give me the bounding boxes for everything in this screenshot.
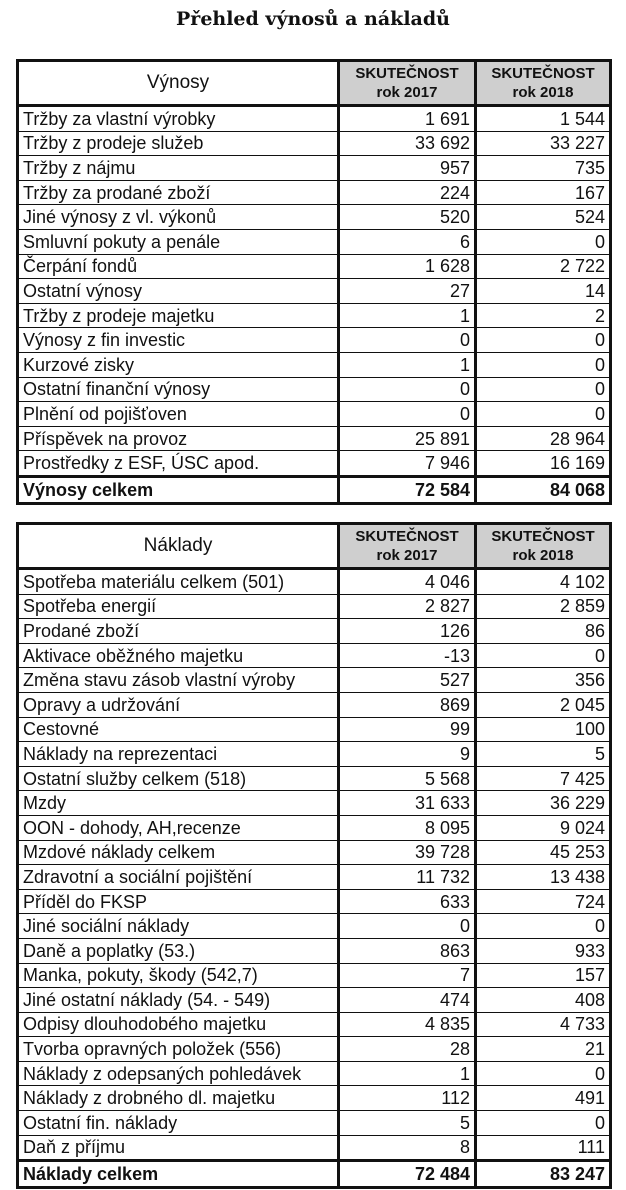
costs-row [18, 619, 611, 644]
costs-row-2017: 527 [339, 668, 476, 693]
costs-row-2018: 2 045 [476, 692, 611, 717]
revenues-row-label: Jiné výnosy z vl. výkonů [18, 205, 339, 230]
revenues-row-2017: 6 [339, 229, 476, 254]
costs-row-2018: 100 [476, 717, 611, 742]
revenues-row-2017: 7 946 [339, 451, 476, 477]
costs-row-label: Mzdové náklady celkem [18, 840, 339, 865]
revenues-row-2017: 1 691 [339, 106, 476, 132]
costs-row [18, 766, 611, 791]
costs-row-2017: 8 [339, 1135, 476, 1161]
revenues-row-label: Plnění od pojišťoven [18, 402, 339, 427]
costs-row-2018: 4 102 [476, 569, 611, 595]
costs-row-2017: 1 [339, 1061, 476, 1086]
revenues-row [18, 229, 611, 254]
costs-row-2017: 31 633 [339, 791, 476, 816]
costs-row-2018: 724 [476, 889, 611, 914]
costs-row-2017: 99 [339, 717, 476, 742]
costs-row [18, 1061, 611, 1086]
costs-row [18, 1012, 611, 1037]
costs-row-label: Aktivace oběžného majetku [18, 643, 339, 668]
costs-row-label: Opravy a udržování [18, 692, 339, 717]
costs-row-2017: 2 827 [339, 594, 476, 619]
costs-total-row [18, 1161, 611, 1188]
costs-row-2018: 4 733 [476, 1012, 611, 1037]
revenues-row-2017: 224 [339, 180, 476, 205]
revenues-row-2017: 1 [339, 352, 476, 377]
revenues-row [18, 426, 611, 451]
revenues-row [18, 180, 611, 205]
costs-row [18, 594, 611, 619]
costs-row-label: Příděl do FKSP [18, 889, 339, 914]
revenues-total-label: Výnosy celkem [18, 476, 339, 503]
revenues-row-label: Tržby z prodeje služeb [18, 131, 339, 156]
revenues-row [18, 254, 611, 279]
costs-row-2018: 157 [476, 963, 611, 988]
revenues-row-label: Ostatní výnosy [18, 279, 339, 304]
costs-row-label: OON - dohody, AH,recenze [18, 815, 339, 840]
revenues-row-2017: 520 [339, 205, 476, 230]
costs-row-2018: 491 [476, 1086, 611, 1111]
costs-row [18, 1111, 611, 1136]
costs-row-label: Jiné sociální náklady [18, 914, 339, 939]
costs-row [18, 815, 611, 840]
costs-table [16, 522, 612, 1189]
revenues-row-label: Smluvní pokuty a penále [18, 229, 339, 254]
revenues-row-2018: 735 [476, 156, 611, 181]
costs-row-2017: 11 732 [339, 865, 476, 890]
costs-row-label: Odpisy dlouhodobého majetku [18, 1012, 339, 1037]
costs-row-2018: 933 [476, 938, 611, 963]
costs-row [18, 1037, 611, 1062]
costs-row-label: Zdravotní a sociální pojištění [18, 865, 339, 890]
revenues-row-2018: 167 [476, 180, 611, 205]
costs-row [18, 963, 611, 988]
revenues-row [18, 402, 611, 427]
revenues-col-2018-line1: SKUTEČNOST [491, 65, 595, 82]
costs-row-label: Daně a poplatky (53.) [18, 938, 339, 963]
revenues-row-2018: 0 [476, 352, 611, 377]
revenues-row-2018: 1 544 [476, 106, 611, 132]
costs-row-2018: 2 859 [476, 594, 611, 619]
costs-row-2017: 474 [339, 988, 476, 1013]
revenues-row [18, 377, 611, 402]
costs-row [18, 1086, 611, 1111]
revenues-row-label: Výnosy z fin investic [18, 328, 339, 353]
revenues-col-2017 [339, 61, 476, 106]
revenues-row-2018: 14 [476, 279, 611, 304]
costs-row-label: Ostatní služby celkem (518) [18, 766, 339, 791]
costs-row-2017: 39 728 [339, 840, 476, 865]
costs-col-2018-line1: SKUTEČNOST [491, 528, 595, 545]
costs-col-2018-line2: rok 2018 [512, 547, 574, 564]
revenues-row-label: Prostředky z ESF, ÚSC apod. [18, 451, 339, 477]
costs-row-label: Manka, pokuty, škody (542,7) [18, 963, 339, 988]
revenues-row [18, 451, 611, 477]
costs-row [18, 938, 611, 963]
costs-row-2018: 7 425 [476, 766, 611, 791]
revenues-row-label: Tržby z prodeje majetku [18, 303, 339, 328]
costs-row [18, 840, 611, 865]
costs-row [18, 569, 611, 595]
revenues-col-2018-line2: rok 2018 [512, 84, 574, 101]
costs-row-2017: 4 835 [339, 1012, 476, 1037]
revenues-row [18, 279, 611, 304]
costs-row-label: Prodané zboží [18, 619, 339, 644]
revenues-row [18, 352, 611, 377]
costs-row [18, 1135, 611, 1161]
revenues-col-2018 [476, 61, 611, 106]
revenues-header: Výnosy [18, 61, 339, 106]
costs-row-label: Cestovné [18, 717, 339, 742]
revenues-row-2018: 0 [476, 229, 611, 254]
revenues-row-label: Tržby za vlastní výrobky [18, 106, 339, 132]
costs-row-2017: 7 [339, 963, 476, 988]
revenues-row-2018: 28 964 [476, 426, 611, 451]
revenues-row-2017: 957 [339, 156, 476, 181]
revenues-row [18, 131, 611, 156]
costs-row [18, 668, 611, 693]
costs-row-2018: 0 [476, 914, 611, 939]
costs-row-2017: 28 [339, 1037, 476, 1062]
costs-row [18, 889, 611, 914]
costs-row-label: Ostatní fin. náklady [18, 1111, 339, 1136]
revenues-row-2018: 0 [476, 402, 611, 427]
costs-row-label: Spotřeba energií [18, 594, 339, 619]
revenues-row [18, 106, 611, 132]
revenues-row-2018: 0 [476, 328, 611, 353]
costs-row [18, 742, 611, 767]
revenues-table [16, 59, 612, 505]
revenues-total-2017: 72 584 [339, 476, 476, 503]
costs-row-2017: 5 568 [339, 766, 476, 791]
costs-row [18, 988, 611, 1013]
revenues-row-label: Tržby z nájmu [18, 156, 339, 181]
costs-col-2018 [476, 524, 611, 569]
costs-row-2017: 126 [339, 619, 476, 644]
revenues-row [18, 303, 611, 328]
revenues-row-2017: 33 692 [339, 131, 476, 156]
revenues-row [18, 205, 611, 230]
revenues-row-2017: 0 [339, 402, 476, 427]
page-title: Přehled výnosů a nákladů [176, 8, 450, 30]
costs-col-2017-line2: rok 2017 [376, 547, 438, 564]
costs-row [18, 865, 611, 890]
revenues-row-2017: 0 [339, 377, 476, 402]
revenues-row-label: Ostatní finanční výnosy [18, 377, 339, 402]
revenues-row-2018: 16 169 [476, 451, 611, 477]
costs-row-label: Náklady na reprezentaci [18, 742, 339, 767]
revenues-total-row [18, 476, 611, 503]
costs-row-label: Změna stavu zásob vlastní výroby [18, 668, 339, 693]
costs-row-2018: 5 [476, 742, 611, 767]
revenues-row-label: Kurzové zisky [18, 352, 339, 377]
costs-row-2017: 9 [339, 742, 476, 767]
revenues-row-2017: 1 628 [339, 254, 476, 279]
revenues-total-2018: 84 068 [476, 476, 611, 503]
revenues-row-2018: 524 [476, 205, 611, 230]
revenues-row-label: Tržby za prodané zboží [18, 180, 339, 205]
costs-header-row [18, 524, 611, 569]
costs-row-2017: 0 [339, 914, 476, 939]
costs-row-2018: 111 [476, 1135, 611, 1161]
revenues-col-2017-line2: rok 2017 [376, 84, 438, 101]
revenues-header-row [18, 61, 611, 106]
revenues-col-2017-line1: SKUTEČNOST [355, 65, 459, 82]
revenues-row [18, 156, 611, 181]
costs-row-label: Tvorba opravných položek (556) [18, 1037, 339, 1062]
revenues-row-2018: 2 722 [476, 254, 611, 279]
revenues-row-2018: 0 [476, 377, 611, 402]
costs-col-2017-line1: SKUTEČNOST [355, 528, 459, 545]
costs-row-2018: 0 [476, 1111, 611, 1136]
costs-row-label: Jiné ostatní náklady (54. - 549) [18, 988, 339, 1013]
costs-row-2018: 36 229 [476, 791, 611, 816]
costs-row-2018: 0 [476, 643, 611, 668]
costs-row-2018: 86 [476, 619, 611, 644]
revenues-row [18, 328, 611, 353]
costs-row-2018: 9 024 [476, 815, 611, 840]
costs-row-label: Náklady z odepsaných pohledávek [18, 1061, 339, 1086]
costs-row-2018: 356 [476, 668, 611, 693]
costs-row-label: Mzdy [18, 791, 339, 816]
costs-row-2017: 869 [339, 692, 476, 717]
costs-col-2017 [339, 524, 476, 569]
revenues-row-2017: 0 [339, 328, 476, 353]
revenues-row-label: Příspěvek na provoz [18, 426, 339, 451]
costs-row-label: Náklady z drobného dl. majetku [18, 1086, 339, 1111]
costs-row-2017: 633 [339, 889, 476, 914]
costs-row-2018: 0 [476, 1061, 611, 1086]
costs-total-label: Náklady celkem [18, 1161, 339, 1188]
costs-row-2017: 8 095 [339, 815, 476, 840]
revenues-row-label: Čerpání fondů [18, 254, 339, 279]
costs-row-label: Spotřeba materiálu celkem (501) [18, 569, 339, 595]
costs-row-2018: 21 [476, 1037, 611, 1062]
costs-row [18, 914, 611, 939]
costs-row-2017: 5 [339, 1111, 476, 1136]
costs-row [18, 643, 611, 668]
revenues-row-2017: 25 891 [339, 426, 476, 451]
costs-row-2017: 112 [339, 1086, 476, 1111]
revenues-row-2017: 27 [339, 279, 476, 304]
costs-row-label: Daň z příjmu [18, 1135, 339, 1161]
revenues-row-2018: 33 227 [476, 131, 611, 156]
revenues-row-2017: 1 [339, 303, 476, 328]
costs-row [18, 791, 611, 816]
costs-row-2017: 863 [339, 938, 476, 963]
costs-row [18, 717, 611, 742]
costs-total-2017: 72 484 [339, 1161, 476, 1188]
revenues-row-2018: 2 [476, 303, 611, 328]
costs-row-2018: 45 253 [476, 840, 611, 865]
costs-row-2017: -13 [339, 643, 476, 668]
costs-header: Náklady [18, 524, 339, 569]
costs-row [18, 692, 611, 717]
costs-row-2018: 408 [476, 988, 611, 1013]
costs-row-2017: 4 046 [339, 569, 476, 595]
costs-row-2018: 13 438 [476, 865, 611, 890]
costs-total-2018: 83 247 [476, 1161, 611, 1188]
